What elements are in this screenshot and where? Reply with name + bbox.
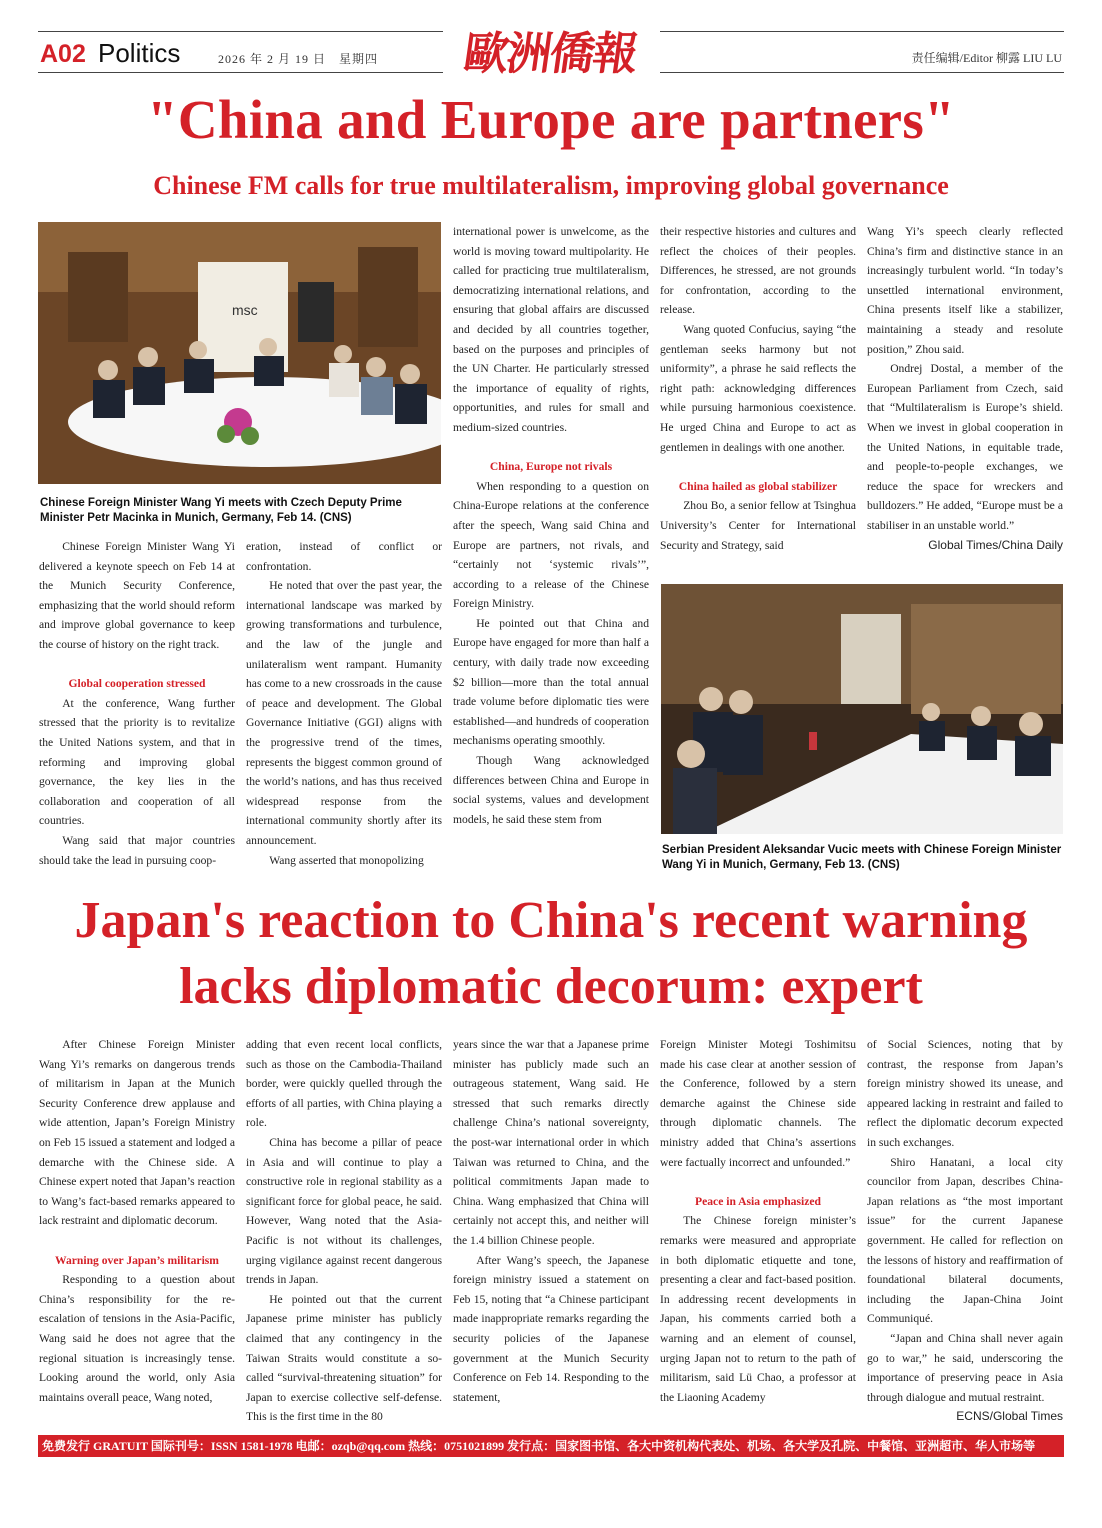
article2-headline-line2: lacks diplomatic decorum: expert (179, 958, 923, 1015)
photo2-caption: Serbian President Aleksandar Vucic meets with Chinese Foreign Minister Wang Yi in Munich, Germany, Feb 13. (CNS) (662, 844, 1062, 871)
masthead-logo: 歐洲僑報 (460, 27, 640, 80)
footer-distribution-bar: 免费发行 GRATUIT 国际刊号：ISSN 1581-1978 电邮：ozqb@qq.com 热线：0751021899 发行点：国家图书馆、各大中资机构代表处、机场、各大学及孔院、中餐馆、亚洲超市、华人市场等 (38, 1435, 1064, 1457)
paragraph: Though Wang acknowledged differences between China and Europe in social systems, values and development models, he said these stem from (453, 754, 649, 826)
paragraph: China has become a pillar of peace in Asia and will continue to play a constructive role in regional stability as a significant force for global peace, he said. However, Wang noted that the Asia-Pacific is not without its challenges, urging vigilance against recent dangerous trends in Japan. (246, 1135, 442, 1287)
article2-col5 (867, 1035, 1063, 1427)
article1-headline: "China and Europe are partners" (147, 89, 955, 150)
article1-col3 (453, 222, 649, 829)
paragraph: their respective histories and cultures and reflect the choices of their peoples. Differences, he stressed, are not grounds for confrontation, according to the release. (660, 225, 856, 317)
paragraph: Wang asserted that monopolizing (269, 853, 424, 867)
article1-col5 (867, 222, 1063, 555)
article2-headline (0, 888, 1102, 1020)
paragraph: Wang Yi’s speech clearly reflected China’s firm and distinctive stance in an increasingly turbulent world. “In today’s unsettled international environment, China presents itself like a stabilizer, maintaining a steady and resolute position,” Zhou said. (867, 225, 1063, 356)
paragraph: He noted that over the past year, the international landscape was marked by growing transformations and turbulence, and the law of the jungle and unilateralism went rampant. Humanity has come to a new crossroads in the cause of peace and development. The Global Governance Initiative (GGI) aligns with the progressive trend of the times, represents the biggest common ground of the world’s nations, and has thus received widespread response from the international community shortly after its announcement. (246, 579, 442, 847)
paragraph: At the conference, Wang further stressed that the priority is to revitalize the United Nations system, and that in reforming and improving global governance, the key lies in the collaboration and cooperation of all countries. (39, 696, 235, 828)
photo-vucic-wang-yi (661, 584, 1063, 834)
paragraph: Foreign Minister Motegi Toshimitsu made his case clear at another session of the Conference, followed by a stern demarche against the Chinese side through diplomatic channels. The ministry added that China’s assertions were factually incorrect and unfounded.” (660, 1038, 856, 1169)
subheading: Global cooperation stressed (68, 677, 206, 691)
issue-date: 2026 年 2 月 19 日 星期四 (218, 52, 379, 66)
paragraph: He pointed out that the current Japanese prime minister has publicly claimed that any contingency in the Taiwan Straits would constitute a so-called “survival-threatening situation” for Japan to exercise collective self-defense. This is the first time in the 80 (246, 1292, 442, 1424)
article2-col2 (246, 1035, 442, 1427)
paragraph: He pointed out that China and Europe have engaged for more than half a century, with daily trade now exceeding $2 billion—more than the total annual trade volume before diplomatic ties were established—and hundreds of cooperation mechanisms operating smoothly. (453, 616, 649, 748)
article2-headline-line1: Japan's reaction to China's recent warning (74, 892, 1028, 949)
paragraph: of Social Sciences, noting that by contrast, the response from Japan’s foreign ministry showed its unease, and appeared lacking in restraint and failed to reflect the diplomatic decorum expected in such exchanges. (867, 1038, 1063, 1149)
article2-col3 (453, 1035, 649, 1407)
paragraph: Wang quoted Confucius, saying “the gentleman seeks harmony but not uniformity”, a phrase he said reflects the right path: acknowledging differences while pursuing harmonious coexistence. He urged China and Europe to act as gentlemen in dealings with one another. (660, 322, 856, 454)
article1-col2 (246, 537, 442, 870)
subheading: China, Europe not rivals (489, 460, 613, 474)
paragraph: After Chinese Foreign Minister Wang Yi’s remarks on dangerous trends of militarism in Japan at the Munich Security Conference drew applause and wide attention, Japan’s Foreign Ministry on Feb 15 issued a statement and lodged a demarche with the Chinese side. A Chinese expert noted that Japan’s reaction to Wang’s fact-based remarks appeared to lack restraint and diplomatic decorum. (39, 1038, 235, 1228)
editor-credit: 责任编辑/Editor 柳露 LIU LU (911, 51, 1062, 65)
paragraph: Ondrej Dostal, a member of the European Parliament from Czech, said that “Multilateralism is Europe’s shield. When we invest in global cooperation in the United Nations, in equitable trade, and people-to-people exchanges, we reduce the space for wreckers and bulldozers.” He added, “Europe must be a stabiliser in an unstable world.” (867, 362, 1063, 532)
paragraph: Responding to a question about China’s responsibility for the re-escalation of tensions in the Asia-Pacific, Wang said he does not agree that the regional situation is increasingly tense. Looking around the world, only Asia maintains overall peace, Wang noted, (39, 1273, 235, 1404)
header-rule-bottom-left (38, 72, 443, 73)
page-number: A02 (40, 40, 86, 68)
subheading: Peace in Asia emphasized (695, 1194, 821, 1208)
paragraph: Shiro Hanatani, a local city councilor from Japan, describes China-Japan relations as “the most important issue” for the current Japanese government. He called for reflection on the lessons of history and reaffirmation of foundational bilateral documents, including the Japan-China Joint Communiqué. (867, 1155, 1063, 1326)
paragraph: When responding to a question on China-Europe relations at the conference after the speech, Wang said China and Europe are partners, not rivals, and “certainly not ‘systemic rivals’”, according to a release of the Chinese Foreign Ministry. (453, 479, 649, 611)
paragraph: years since the war that a Japanese prime minister has publicly made such an outrageous statement, Wang said. He stressed that such remarks directly challenge China’s national sovereignty, the post-war international order in which Taiwan was returned to China, and the political commitments Japan made to China. Wang emphasized that China will certainly not accept this, and neither will the 1.4 billion Chinese people. (453, 1038, 649, 1247)
paragraph: “Japan and China shall never again go to war,” he said, underscoring the importance of preserving peace in Asia through dialogue and mutual restraint. (867, 1331, 1063, 1404)
paragraph: international power is unwelcome, as the world is moving toward multipolarity. He called for practicing true multilateralism, democratizing international relations, and ensuring that global affairs are discussed and decided by all countries together, based on the purposes and principles of the UN Charter. He particularly stressed the importance of equality of rights, opportunities, and rules for small and medium-sized countries. (453, 225, 649, 434)
header-rule-top-right (660, 31, 1064, 32)
article2-credit: ECNS/Global Times (956, 1409, 1063, 1424)
article1-credit: Global Times/China Daily (928, 537, 1063, 552)
bilateral-meeting-illustration (661, 584, 1063, 834)
subheading: China hailed as global stabilizer (678, 479, 838, 493)
article1-col1 (39, 537, 235, 870)
photo1-caption: Chinese Foreign Minister Wang Yi meets with Czech Deputy Prime Minister Petr Macinka in Munich, Germany, Feb 14. (CNS) (40, 497, 402, 524)
paragraph: Wang said that major countries should take the lead in pursuing coop- (39, 833, 235, 867)
meeting-room-illustration (38, 222, 441, 484)
article2-col1 (39, 1035, 235, 1407)
article2-col4 (660, 1035, 856, 1407)
subheading: Warning over Japan’s militarism (55, 1253, 219, 1267)
paragraph: adding that even recent local conflicts, such as those on the Cambodia-Thailand border, were quickly quelled through the efforts of all parties, with China playing a role. (246, 1038, 442, 1130)
paragraph: Zhou Bo, a senior fellow at Tsinghua University’s Center for International Security and Strategy, said (660, 499, 856, 552)
header-rule-bottom-right (660, 72, 1064, 73)
paragraph: The Chinese foreign minister’s remarks were measured and appropriate in both diplomatic etiquette and tone, presenting a clear and fact-based position. In addressing recent developments in Japan, his comments carried both a warning and an element of counsel, urging Japan not to return to the path of militarism, said Lü Chao, a professor at the Liaoning Academy (660, 1214, 856, 1404)
paragraph: After Wang’s speech, the Japanese foreign ministry issued a statement on Feb 15, noting that “a Chinese participant made inappropriate remarks regarding the security policies of the Japanese government at the Munich Security Conference on Feb 14. Responding to the statement, (453, 1253, 649, 1404)
header-rule-top-left (38, 31, 443, 32)
photo-wang-yi-macinka (38, 222, 441, 484)
paragraph: Chinese Foreign Minister Wang Yi delivered a keynote speech on Feb 14 at the Munich Security Conference, emphasizing that the world should reform and improve global governance to keep the course of history on the right track. (39, 540, 235, 651)
paragraph: eration, instead of conflict or confrontation. (246, 540, 442, 573)
section-name: Politics (98, 38, 181, 68)
article1-subheadline: Chinese FM calls for true multilateralism, improving global governance (153, 171, 949, 200)
msc-logo: msc (232, 302, 258, 318)
article1-col4 (660, 222, 856, 555)
